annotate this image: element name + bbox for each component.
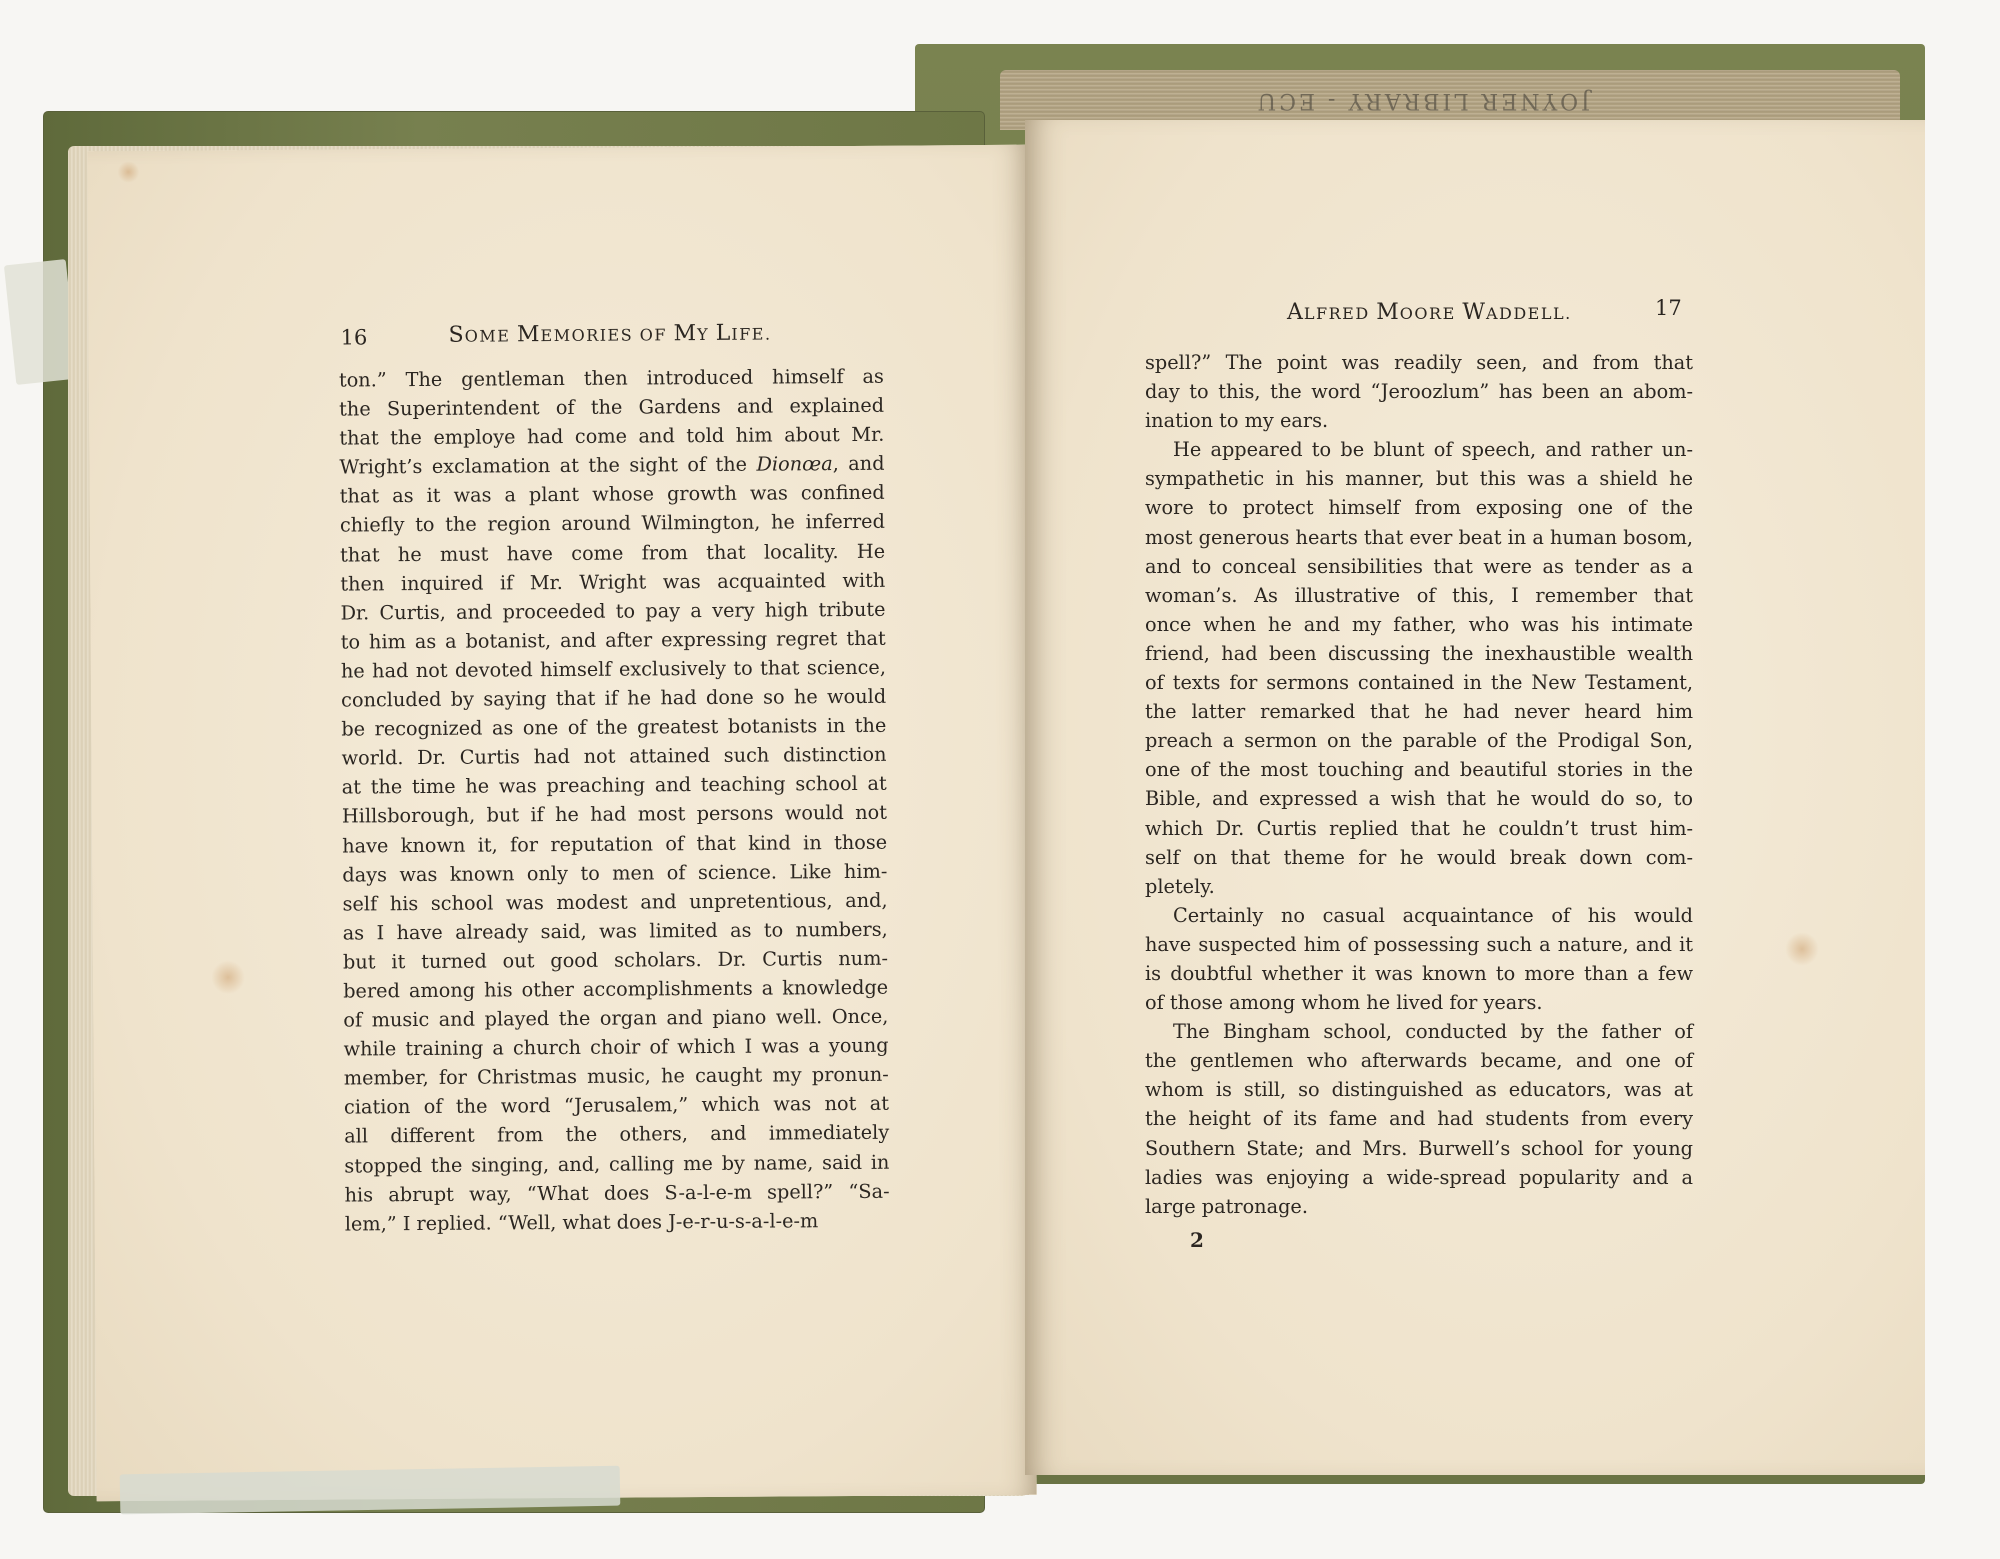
text-line: but it turned out good scholars. Dr. Curtis num- xyxy=(342,946,889,974)
text-line: the gentlemen who afterwards became, and one of xyxy=(1145,1049,1693,1073)
text-line: of music and played the organ and piano well. Once, xyxy=(343,1004,889,1032)
text-line: self on that theme for he would break down com- xyxy=(1145,845,1693,869)
text-line: while training a church choir of which I was a young xyxy=(343,1033,889,1061)
signature-mark: 2 xyxy=(1190,1228,1204,1252)
foxing-spot xyxy=(211,960,245,994)
text-line: and to conceal sensibilities that were as tender as a xyxy=(1145,554,1693,578)
text-line: chiefly to the region around Wilmington, he inferred xyxy=(339,510,885,538)
text-line: pletely. xyxy=(1145,874,1215,898)
text-line: Wright’s exclamation at the sight of the Dionœa, and xyxy=(339,452,885,479)
page-number: 16 xyxy=(340,325,368,350)
text-line: the height of its fame and had students from every xyxy=(1145,1107,1693,1131)
text-line: that he must have come from that locality. He xyxy=(340,539,886,567)
text-line: Certainly no casual acquaintance of his would xyxy=(1173,903,1693,927)
text-line: most generous hearts that ever beat in a human bosom, xyxy=(1145,525,1693,549)
text-line: self his school was modest and unpretentious, and, xyxy=(342,888,888,916)
text-line: have suspected him of possessing such a nature, and it xyxy=(1145,932,1693,956)
text-line: woman’s. As illustrative of this, I remember that xyxy=(1145,583,1693,607)
running-head: ALFRED MOORE WADDELL. xyxy=(1287,300,1572,325)
text-line: day to this, the word “Jeroozlum” has been an abom- xyxy=(1145,380,1693,404)
text-line: one of the most touching and beautiful stories in the xyxy=(1145,758,1693,782)
text-line: preach a sermon on the parable of the Prodigal Son, xyxy=(1145,729,1693,753)
text-line: all different from the others, and immediately xyxy=(344,1121,890,1148)
text-line: at the time he was preaching and teaching school at xyxy=(341,772,887,799)
text-line: Southern State; and Mrs. Burwell’s school for young xyxy=(1145,1136,1693,1160)
text-line: ciation of the word “Jerusalem,” which was not at xyxy=(343,1092,890,1119)
text-line: then inquired if Mr. Wright was acquainted with xyxy=(340,568,886,596)
text-line: bered among his other accomplishments a knowledge xyxy=(343,975,889,1003)
text-line: spell?” The point was readily seen, and from that xyxy=(1145,351,1693,374)
text-line: ladies was enjoying a wide-spread popularity and a xyxy=(1145,1165,1693,1189)
text-line: once when he and my father, who was his intimate xyxy=(1145,612,1693,636)
text-line: as I have already said, was limited as to numbers, xyxy=(342,917,888,945)
left-page xyxy=(87,145,1036,1502)
body-text xyxy=(1145,348,1693,1221)
text-line: that the employe had come and told him about Mr. xyxy=(339,422,885,450)
text-line: his abrupt way, “What does S-a-l-e-m spell?” “Sa- xyxy=(344,1179,890,1207)
page-number: 17 xyxy=(1655,296,1682,320)
body-text xyxy=(339,362,890,1239)
text-line: ination to my ears. xyxy=(1145,409,1329,433)
text-line: Dr. Curtis, and proceeded to pay a very high tribute xyxy=(340,597,886,625)
text-line: friend, had been discussing the inexhaustible wealth xyxy=(1145,641,1693,665)
text-line: to him as a botanist, and after expressing regret that xyxy=(340,626,886,654)
text-line: Hillsborough, but if he had most persons would not xyxy=(341,801,888,828)
text-line: whom is still, so distinguished as educators, was at xyxy=(1145,1078,1693,1102)
text-line: have known it, for reputation of that kind in those xyxy=(342,830,888,858)
text-line: lem,” I replied. “Well, what does J-e-r-u-s-a-l-e-m xyxy=(344,1208,819,1236)
text-line: world. Dr. Curtis had not attained such distinction xyxy=(341,742,887,770)
text-line: member, for Christmas music, he caught my pronun- xyxy=(343,1062,889,1090)
text-line: The Bingham school, conducted by the father of xyxy=(1173,1020,1693,1044)
right-page xyxy=(1025,120,1925,1475)
running-head: SOME MEMORIES OF MY LIFE. xyxy=(448,320,772,348)
text-line: days was known only to men of science. Like him- xyxy=(342,859,888,887)
foxing-spot xyxy=(117,161,139,183)
text-line: concluded by saying that if he had done so he would xyxy=(341,684,887,712)
text-line: ton.” The gentleman then introduced himself as xyxy=(338,364,884,392)
text-line: large patronage. xyxy=(1145,1194,1308,1218)
repair-tape-left xyxy=(4,259,78,385)
text-line: wore to protect himself from exposing one of the xyxy=(1145,496,1693,520)
text-line: of those among whom he lived for years. xyxy=(1145,991,1543,1015)
text-line: he had not devoted himself exclusively to that science, xyxy=(340,655,887,683)
text-line: sympathetic in his manner, but this was a shield he xyxy=(1145,467,1693,491)
text-line: He appeared to be blunt of speech, and rather un- xyxy=(1173,438,1693,462)
text-line: is doubtful whether it was known to more than a few xyxy=(1145,961,1693,985)
text-line: which Dr. Curtis replied that he couldn’t trust him- xyxy=(1145,816,1693,840)
text-line: the Superintendent of the Gardens and explained xyxy=(339,393,885,421)
text-line: that as it was a plant whose growth was confined xyxy=(339,481,885,508)
text-line: the latter remarked that he had never heard him xyxy=(1145,700,1693,724)
text-line: Bible, and expressed a wish that he would do so, to xyxy=(1145,787,1693,811)
text-line: stopped the singing, and, calling me by name, said in xyxy=(344,1150,890,1178)
library-stamp: JOYNER LIBRARY - ECU xyxy=(1254,88,1590,113)
text-line: of texts for sermons contained in the New Testament, xyxy=(1145,671,1693,695)
foxing-spot xyxy=(1785,932,1819,966)
text-line: be recognized as one of the greatest botanists in the xyxy=(341,713,887,741)
